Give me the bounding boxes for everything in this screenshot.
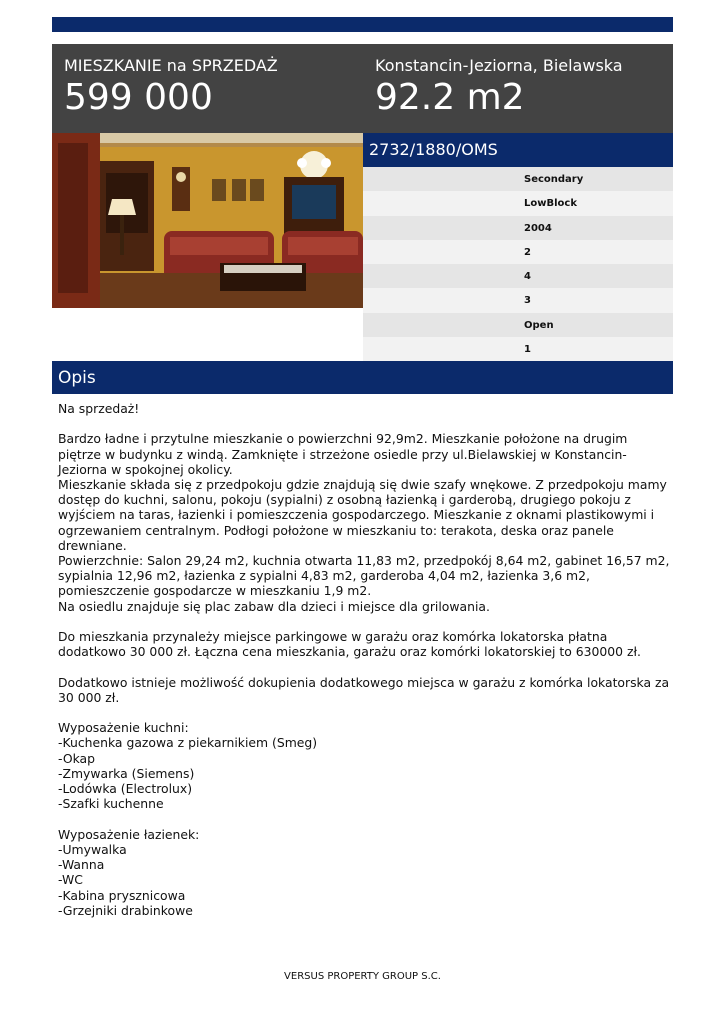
property-row [363, 264, 673, 288]
property-row [363, 288, 673, 312]
property-value: Secondary [524, 174, 584, 185]
description-paragraph: Wyposażenie kuchni: [58, 720, 189, 736]
description-paragraph: -Lodówka (Electrolux) [58, 781, 193, 797]
property-photo [52, 133, 363, 308]
description-paragraph: Na sprzedaż! [58, 401, 140, 416]
description-title: Opis [58, 368, 96, 388]
location: Konstancin-Jeziorna, Bielawska [375, 56, 623, 75]
description-paragraph: -Zmywarka (Siemens) [58, 765, 195, 781]
property-value: 2 [524, 246, 531, 258]
description-paragraph: -Wanna [58, 857, 105, 873]
description-paragraph: -Umywalka [58, 841, 127, 857]
description-paragraph: -WC [58, 872, 83, 888]
property-row [363, 240, 673, 264]
description-paragraph: Na osiedlu znajduje się plac zabaw dla dzieci i miejsce dla grilowania. [58, 598, 490, 614]
description-paragraph: Mieszkanie składa się z przedpokoju gdzie znajdują się dwie szafy wnękowe. Z przedpokoju mamy dostęp do kuchni, salonu, pokoju (sypialni) z osobną łazienką i garderobą, drugiego pokoju z wyjściem na taras, łazienki i pomieszczenia gospodarczego. Mieszkanie z oknami plastikowymi i ogrzewaniem centralnym. Podłogi położone w mieszkaniu to: terakota, deska oraz panele drewniane. [58, 477, 671, 553]
description-paragraph: -Okap [58, 750, 95, 766]
description-body [58, 401, 674, 918]
reference-bar [363, 133, 673, 167]
price: 599 000 [64, 77, 213, 118]
property-row [363, 216, 673, 240]
property-value: 2004 [524, 222, 552, 234]
description-paragraph: Bardzo ładne i przytulne mieszkanie o powierzchni 92,9m2. Mieszkanie położone na drugim piętrze w budynku z windą. Zamknięte i strzeżone osiedle przy ul.Bielawskiej w Konstancin-Jeziorna w spokojnej okolicy. [58, 431, 632, 477]
listing-header [52, 44, 673, 133]
header-left [64, 56, 278, 118]
description-paragraph: Powierzchnie: Salon 29,24 m2, kuchnia otwarta 11,83 m2, przedpokój 8,64 m2, gabinet 16,57 m2, sypialnia 12,96 m2, łazienka z sypialni 4,83 m2, garderoba 4,04 m2, łazienka 3,6 m2, pomieszczenie gospodarcze w mieszkaniu 1,9 m2. [58, 553, 674, 599]
description-paragraph: -Szafki kuchenne [58, 796, 164, 812]
property-row [363, 337, 673, 361]
top-accent-bar [52, 17, 673, 32]
living-room-image [52, 133, 363, 308]
property-row [363, 313, 673, 337]
description-paragraph [58, 705, 670, 720]
description-paragraph: -Kabina prysznicowa [58, 887, 186, 903]
description-paragraph [58, 811, 670, 826]
description-paragraph [58, 659, 670, 674]
property-row [363, 167, 673, 191]
footer-company: VERSUS PROPERTY GROUP S.C. [284, 971, 441, 982]
property-value: Open [524, 319, 554, 331]
property-value: 1 [524, 343, 531, 355]
property-value: 3 [524, 295, 531, 307]
property-value: 4 [524, 271, 531, 282]
description-paragraph: Dodatkowo istnieje możliwość dokupienia dodatkowego miejsca w garażu z komórka lokatorska za 30 000 zł. [58, 674, 674, 705]
description-paragraph [58, 416, 670, 431]
property-row [363, 191, 673, 215]
description-header [52, 361, 673, 394]
property-value: LowBlock [524, 198, 577, 210]
description-paragraph: -Kuchenka gazowa z piekarnikiem (Smeg) [58, 735, 318, 751]
description-paragraph: Do mieszkania przynależy miejsce parkingowe w garażu oraz komórka lokatorska płatna dodatkowo 30 000 zł. Łączna cena mieszkania, garażu oraz komórki lokatorskiej to 630000 zł. [58, 629, 641, 660]
header-right [375, 56, 623, 118]
property-details-list [363, 167, 673, 361]
description-paragraph: -Grzejniki drabinkowe [58, 902, 193, 918]
description-paragraph: Wyposażenie łazienek: [58, 826, 200, 842]
description-paragraph [58, 614, 670, 629]
area: 92.2 m2 [375, 77, 525, 118]
reference-number: 2732/1880/OMS [369, 140, 498, 159]
listing-type: MIESZKANIE na SPRZEDAŻ [64, 56, 278, 75]
